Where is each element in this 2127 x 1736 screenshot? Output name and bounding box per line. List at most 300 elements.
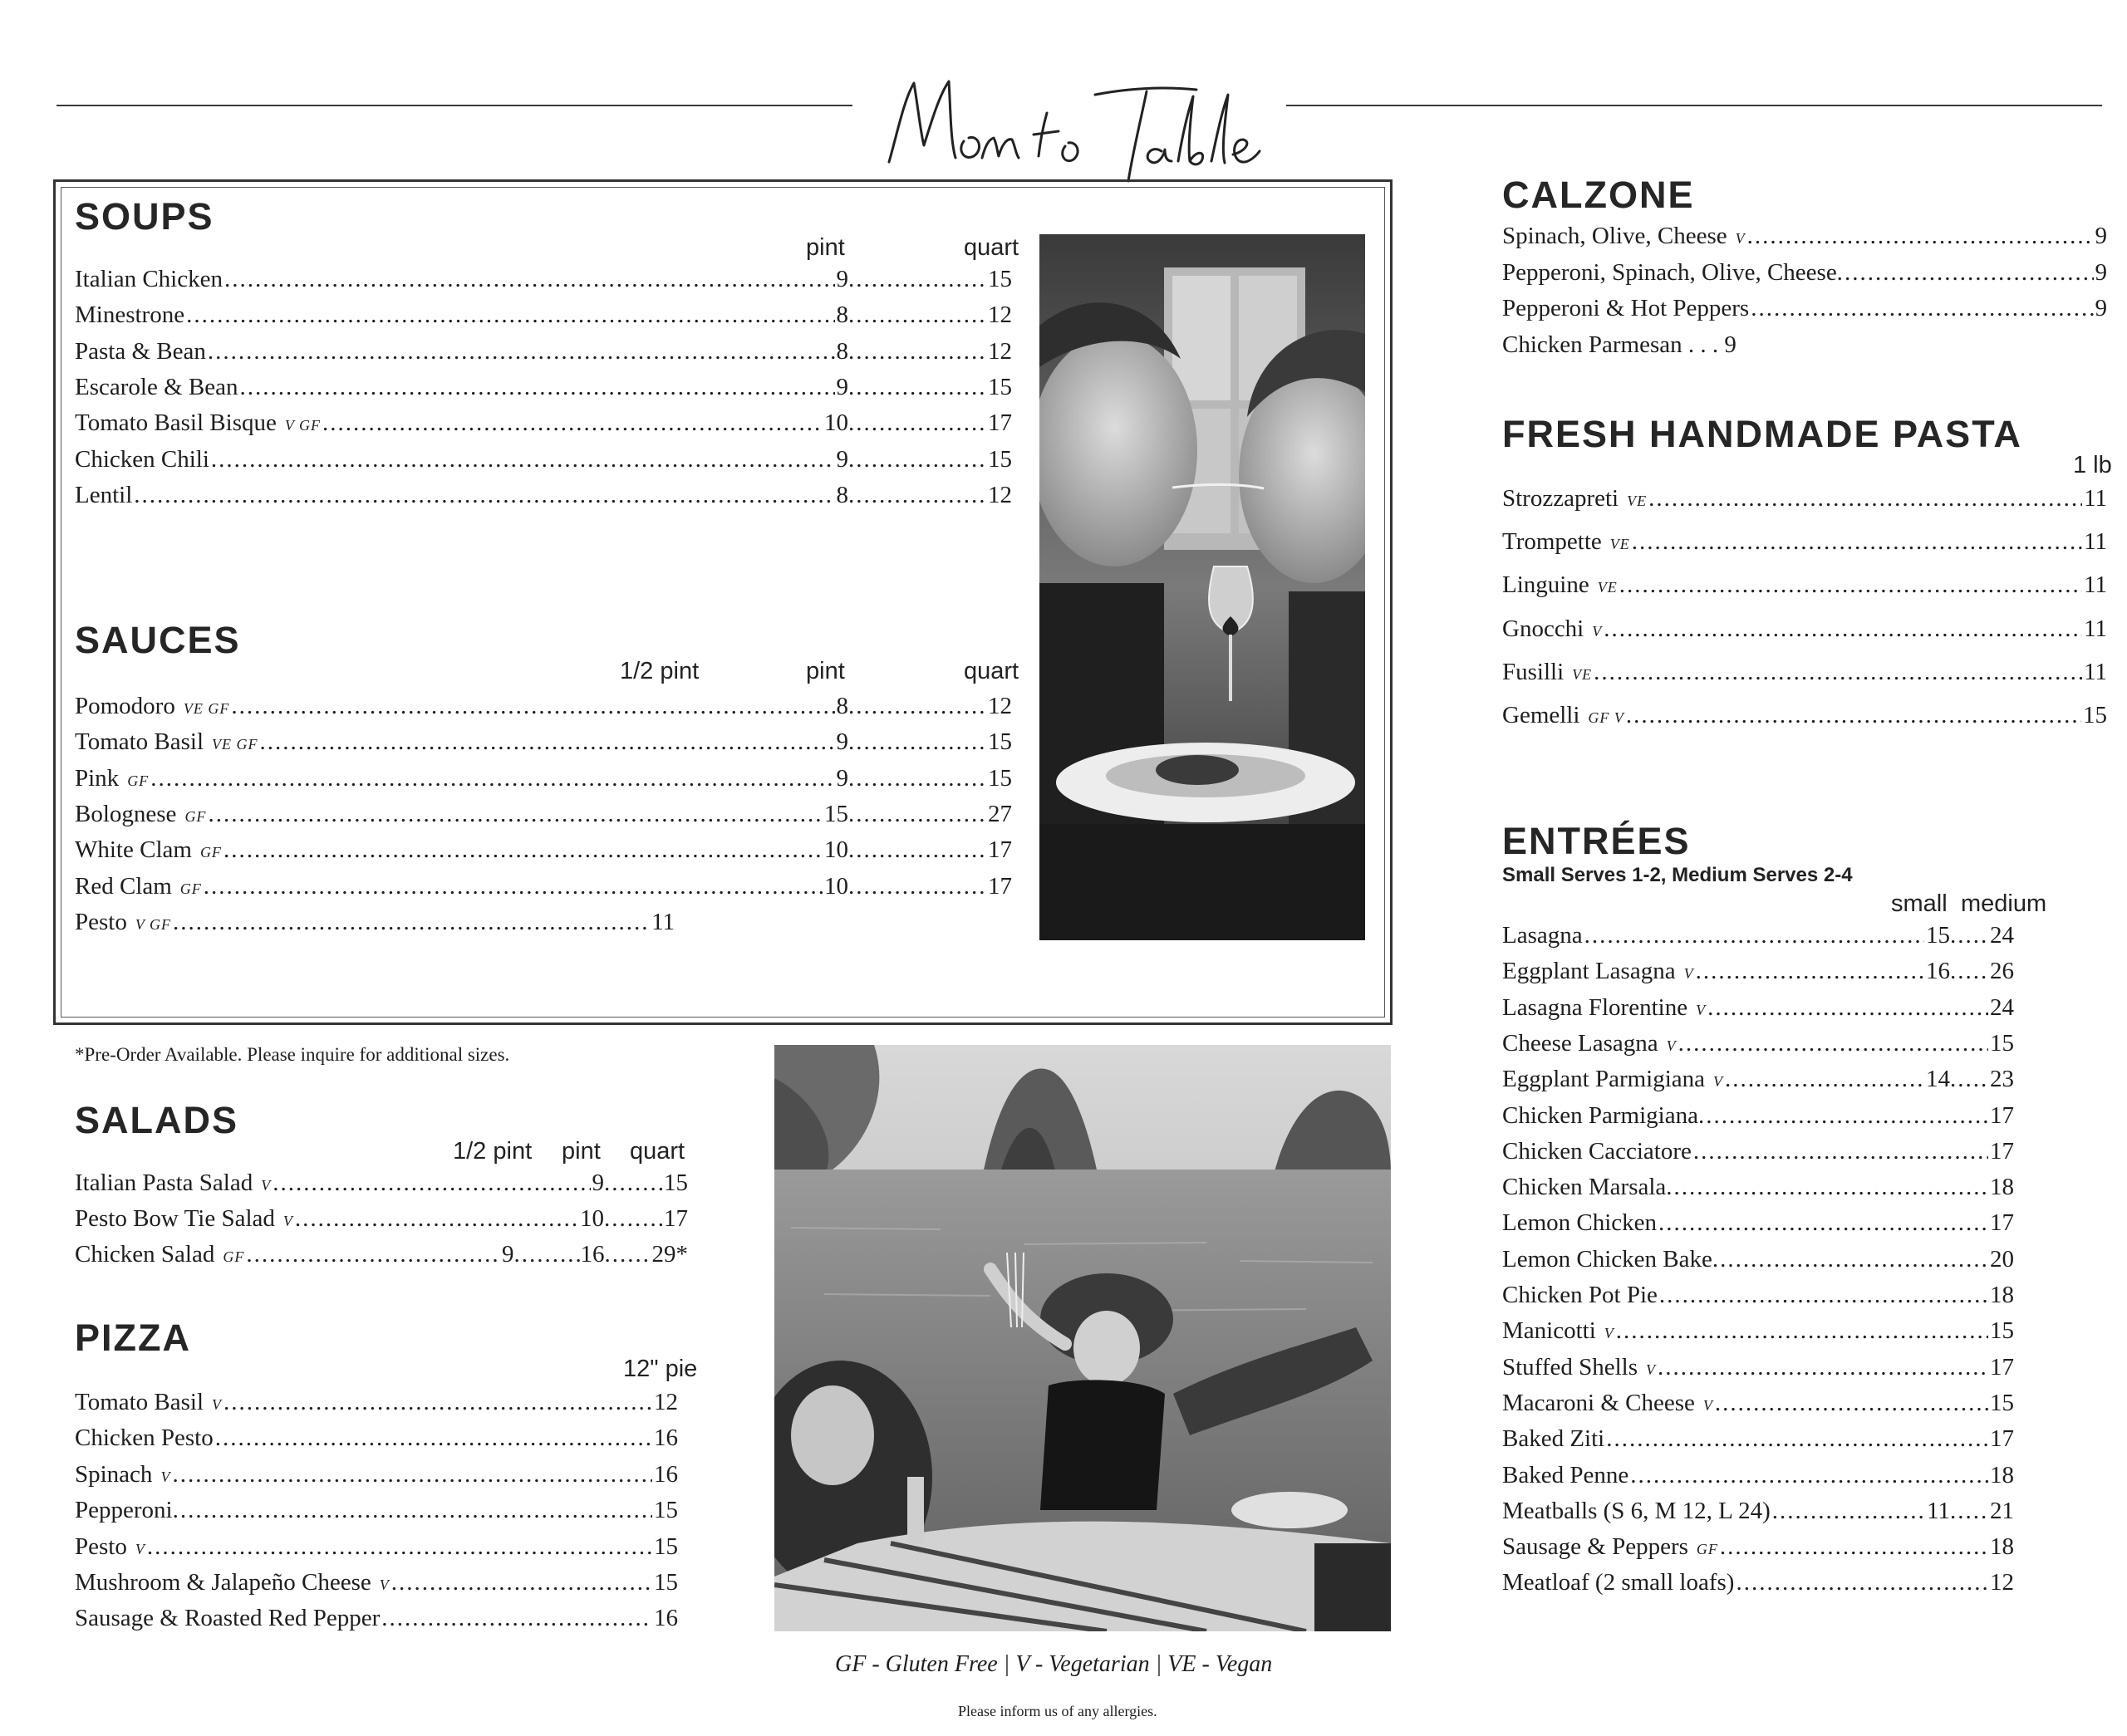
dietary-tags: GF	[127, 772, 150, 789]
leader-dots	[848, 727, 988, 757]
menu-item-row	[1502, 614, 2107, 646]
leader-dots	[1619, 570, 2082, 600]
pasta-list	[1502, 483, 2107, 741]
leader-dots	[1648, 483, 2082, 513]
dietary-tags: V	[282, 1213, 293, 1229]
menu-item-price: 11	[2084, 528, 2107, 556]
menu-item-price: 15	[1926, 922, 1950, 949]
menu-item-name: Sausage & Roasted Red Pepper	[75, 1605, 381, 1632]
menu-item-price: 24	[1990, 993, 2014, 1021]
menu-item-price: 15	[988, 266, 1012, 292]
menu-item-price: 8	[836, 481, 848, 508]
menu-item-price: 17	[1990, 1101, 2014, 1129]
menu-item-name: Gnocchi	[1502, 615, 1584, 642]
menu-item-price: 9	[836, 728, 848, 756]
menu-item-row	[1502, 293, 2107, 323]
menu-item-name: Pasta & Bean	[75, 337, 206, 365]
allergy-note: Please inform us of any allergies.	[958, 1703, 1157, 1719]
leader-dots	[186, 300, 834, 330]
menu-item-row	[75, 264, 1012, 294]
preorder-note: *Pre-Order Available. Please inquire for additional sizes.	[75, 1044, 510, 1065]
leader-dots	[848, 408, 988, 438]
leader-dots	[260, 727, 835, 757]
leader-dots	[208, 336, 835, 366]
menu-item-price: 10	[824, 872, 848, 900]
menu-item-row	[75, 799, 1012, 831]
leader-dots	[514, 1239, 581, 1269]
menu-item-name: White Clam	[75, 836, 192, 864]
leader-dots	[1725, 1064, 1924, 1094]
leader-dots	[1626, 700, 2081, 730]
dietary-tags: VE GF	[183, 700, 230, 717]
menu-item-row	[75, 871, 1012, 904]
menu-item-price: 18	[1990, 1533, 2014, 1561]
menu-item-price: 17	[1990, 1425, 2014, 1453]
dietary-tags: VE	[1609, 536, 1630, 553]
dietary-tags: V GF	[135, 915, 172, 933]
menu-item-name: Sausage & Peppers	[1502, 1533, 1688, 1561]
menu-item-name: Pesto	[75, 908, 127, 935]
menu-item-row	[75, 763, 1012, 796]
menu-item-name: Red Clam	[75, 872, 172, 900]
menu-item-row	[75, 336, 1012, 366]
dietary-tags: V	[1666, 1037, 1677, 1054]
menu-item-price: 12	[988, 481, 1012, 508]
menu-item-price: 16	[654, 1425, 678, 1452]
leader-dots	[381, 1603, 652, 1633]
menu-item-price: 9	[836, 764, 848, 792]
menu-item-price: 16	[654, 1460, 678, 1488]
menu-item-row	[1502, 570, 2107, 602]
salads-list	[75, 1168, 690, 1276]
menu-item-name: Baked Penne	[1502, 1461, 1629, 1488]
leader-dots	[848, 444, 988, 474]
leader-dots	[224, 835, 823, 865]
menu-item-name: Cheese Lasagna	[1502, 1029, 1658, 1057]
menu-item-name: Chicken Salad	[75, 1241, 215, 1268]
menu-item-name: Chicken Cacciatore	[1502, 1137, 1692, 1165]
menu-item-price: 9	[592, 1170, 604, 1196]
logo-script-graphic	[881, 58, 1280, 191]
menu-item-row	[1502, 1388, 2014, 1420]
menu-item-name: Stuffed Shells	[1502, 1353, 1638, 1380]
leader-dots	[180, 1495, 652, 1525]
menu-item-price: 15	[654, 1497, 678, 1524]
menu-item-name: Escarole & Bean	[75, 373, 238, 400]
pasta-col-lb: 1 lb	[2073, 452, 2112, 478]
menu-item-row	[1502, 1316, 2014, 1348]
menu-item-row	[1502, 221, 2107, 253]
menu-item-name: Bolognese	[75, 800, 177, 827]
menu-item-price: 15	[988, 764, 1012, 792]
menu-item-price: 11	[2084, 485, 2107, 512]
menu-item-price: 15	[824, 800, 848, 827]
dietary-tags: V GF	[284, 417, 322, 434]
menu-item-price: 11	[2084, 615, 2107, 642]
menu-item-price: 15	[988, 445, 1012, 473]
dietary-tags: VE	[1572, 665, 1593, 683]
menu-item-name: Chicken Parmigiana.	[1502, 1101, 1705, 1129]
leader-dots	[1950, 1496, 1990, 1526]
menu-item-price: 21	[1990, 1497, 2014, 1524]
menu-item-name: Eggplant Parmigiana	[1502, 1066, 1706, 1093]
leader-dots	[231, 691, 834, 721]
menu-item-price: 24	[1990, 922, 2014, 949]
leader-dots	[1706, 1101, 1988, 1130]
leader-dots	[1845, 257, 2094, 287]
menu-item-row	[75, 1423, 678, 1453]
menu-item-price: 17	[664, 1205, 688, 1232]
menu-item-price: 8	[836, 337, 848, 365]
salads-heading: SALADS	[75, 1099, 239, 1141]
sauces-heading: SAUCES	[75, 619, 241, 661]
leader-dots	[322, 408, 823, 438]
leader-dots	[273, 1168, 590, 1198]
menu-item-name: Italian Chicken	[75, 266, 223, 292]
menu-item-price: 12	[988, 337, 1012, 365]
leader-dots	[848, 835, 988, 865]
leader-dots	[150, 763, 834, 793]
menu-item-price: 16	[654, 1605, 678, 1632]
menu-item-name: Pesto	[75, 1532, 127, 1560]
leader-dots	[1594, 657, 2082, 687]
menu-item-name: Tomato Basil	[75, 1389, 204, 1415]
menu-item-row	[1502, 483, 2107, 516]
menu-item-name: Meatballs (S 6, M 12, L 24)	[1502, 1497, 1771, 1524]
menu-item-price: 10	[824, 836, 848, 864]
menu-item-row	[1502, 1028, 2014, 1061]
salads-col-pint: pint	[562, 1138, 601, 1165]
menu-item-name: Chicken Pot Pie	[1502, 1282, 1658, 1308]
menu-item-name: Lasagna	[1502, 922, 1583, 949]
entrees-col-medium: medium	[1961, 890, 2047, 917]
leader-dots	[246, 1239, 500, 1269]
menu-item-price: 15	[1990, 1029, 2014, 1057]
menu-item-price: 12	[1990, 1569, 2014, 1596]
menu-item-name: Pepperoni & Hot Peppers	[1502, 295, 1750, 321]
menu-item-row	[75, 300, 1012, 330]
soups-col-pint: pint	[806, 234, 845, 261]
dietary-tags: V	[1735, 230, 1746, 247]
menu-item-price: 17	[1990, 1137, 2014, 1165]
menu-item-name: Baked Ziti	[1502, 1425, 1605, 1453]
leader-dots	[848, 372, 988, 402]
menu-item-row	[1502, 1567, 2014, 1597]
sauces-col-half-pint: 1/2 pint	[620, 658, 700, 684]
menu-item-name: Chicken Parmesan . . . 9	[1502, 331, 1736, 358]
soups-heading: SOUPS	[75, 195, 214, 238]
leader-dots	[1674, 1172, 1988, 1202]
menu-item-row	[1502, 920, 2014, 950]
menu-item-name: Pink	[75, 764, 120, 792]
calzone-heading: CALZONE	[1502, 174, 1695, 216]
leader-dots	[1747, 221, 2094, 251]
menu-item-name: Pepperoni, Spinach, Olive, Cheese.	[1502, 258, 1843, 286]
menu-item-price: 15	[988, 728, 1012, 756]
menu-item-name: Manicotti	[1502, 1317, 1596, 1345]
menu-item-price: 11	[2084, 571, 2107, 599]
pizza-col-pie: 12" pie	[623, 1356, 698, 1382]
menu-item-name: Linguine	[1502, 571, 1589, 599]
menu-item-row	[75, 1239, 688, 1272]
header-rule-right	[1286, 105, 2102, 106]
menu-item-price: 10	[580, 1205, 604, 1232]
leader-dots	[295, 1204, 578, 1233]
menu-item-row	[75, 1459, 678, 1492]
menu-item-row	[1502, 1424, 2014, 1454]
pasta-heading: FRESH HANDMADE PASTA	[1502, 413, 2022, 455]
menu-item-name: Chicken Pesto	[75, 1425, 214, 1452]
menu-item-row	[1502, 1496, 2014, 1526]
menu-item-price: 9	[836, 373, 848, 400]
leader-dots	[224, 1387, 652, 1417]
dietary-tags: V	[1713, 1073, 1724, 1091]
leader-dots	[1715, 1388, 1988, 1418]
menu-item-price: 17	[988, 872, 1012, 900]
menu-item-price: 9	[836, 266, 848, 292]
menu-item-name: Lemon Chicken	[1502, 1209, 1658, 1237]
menu-item-name: Italian Pasta Salad	[75, 1170, 253, 1196]
menu-item-price: 8	[836, 302, 848, 329]
entrees-heading: ENTRÉES	[1502, 820, 1691, 862]
menu-item-row	[1502, 330, 2107, 360]
menu-item-price: 12	[988, 302, 1012, 329]
menu-item-name: Strozzapreti	[1502, 485, 1619, 512]
leader-dots	[211, 444, 835, 474]
menu-item-price: 18	[1990, 1174, 2014, 1201]
leader-dots	[848, 300, 988, 330]
menu-item-price: 14	[1926, 1066, 1950, 1093]
menu-item-name: Meatloaf (2 small loafs)	[1502, 1569, 1735, 1596]
leader-dots	[604, 1204, 664, 1233]
menu-item-price: 15	[664, 1170, 688, 1196]
leader-dots	[239, 372, 834, 402]
entrees-list	[1502, 920, 2017, 1601]
dietary-tags: GF	[1696, 1541, 1718, 1558]
menu-item-name: Minestrone	[75, 302, 185, 329]
menu-item-price: 9	[2095, 258, 2107, 286]
leader-dots	[147, 1532, 652, 1562]
menu-item-price: 12	[654, 1389, 678, 1415]
menu-item-row	[75, 1387, 678, 1420]
dietary-tags: V	[379, 1577, 390, 1593]
dietary-tags: GF	[223, 1248, 245, 1265]
menu-item-price: 17	[988, 836, 1012, 864]
dietary-tags: V	[261, 1177, 272, 1194]
leader-dots	[1606, 1424, 1988, 1454]
leader-dots	[134, 480, 834, 510]
leader-dots	[1772, 1496, 1925, 1526]
menu-item-row	[1502, 1208, 2014, 1238]
entrees-subtitle: Small Serves 1-2, Medium Serves 2-4	[1502, 864, 1853, 886]
logo	[881, 58, 1280, 191]
menu-item-price: 26	[1990, 958, 2014, 985]
header-rule-left	[56, 105, 852, 106]
menu-item-name: Fusilli	[1502, 658, 1565, 685]
dietary-tags: GF V	[1588, 709, 1624, 726]
menu-item-price: 11	[2084, 658, 2107, 685]
menu-item-name: Trompette	[1502, 528, 1602, 556]
menu-item-row	[1502, 1460, 2014, 1490]
leader-dots	[1751, 293, 2093, 323]
leader-dots	[848, 691, 988, 721]
menu-item-row	[75, 907, 675, 939]
menu-item-price: 11	[1927, 1497, 1950, 1524]
menu-item-row	[75, 727, 1012, 759]
menu-item-row	[1502, 1136, 2014, 1166]
salads-col-half-pint: 1/2 pint	[453, 1138, 533, 1165]
leader-dots	[1950, 920, 1990, 950]
leader-dots	[1693, 1136, 1988, 1166]
salads-col-quart: quart	[630, 1138, 685, 1165]
menu-item-row	[75, 691, 1012, 723]
sauces-list	[75, 691, 1012, 940]
menu-item-row	[1502, 657, 2107, 689]
leader-dots	[1632, 527, 2082, 557]
leader-dots	[215, 1423, 652, 1453]
menu-item-row	[1502, 1064, 2014, 1096]
pizza-list	[75, 1387, 681, 1636]
leader-dots	[1616, 1316, 1988, 1346]
leader-dots	[1696, 956, 1924, 986]
menu-item-row	[1502, 257, 2107, 287]
menu-item-name: Macaroni & Cheese	[1502, 1389, 1695, 1416]
leader-dots	[1707, 993, 1988, 1022]
leader-dots	[1950, 1064, 1990, 1094]
leader-dots	[1658, 1208, 1988, 1238]
dietary-tags: GF	[184, 807, 207, 825]
leader-dots	[1658, 1352, 1988, 1382]
leader-dots	[1720, 1532, 1988, 1562]
dietary-tags: V	[1696, 1001, 1707, 1018]
menu-item-name: Mushroom & Jalapeño Cheese	[75, 1569, 371, 1596]
menu-item-price: 27	[988, 800, 1012, 827]
menu-item-price: 11	[651, 908, 675, 935]
menu-item-row	[75, 372, 1012, 402]
leader-dots	[848, 336, 988, 366]
menu-item-name: Gemelli	[1502, 702, 1580, 728]
menu-item-price: 15	[654, 1532, 678, 1560]
leader-dots	[848, 480, 988, 510]
svg-text:Mom to Table: Mom to Table	[881, 58, 886, 59]
menu-item-row	[75, 1495, 678, 1525]
menu-item-name: Spinach, Olive, Cheese	[1502, 223, 1727, 249]
dietary-tags: V	[1683, 965, 1694, 983]
menu-item-price: 20	[1990, 1245, 2014, 1273]
sauces-col-quart: quart	[964, 658, 1019, 684]
dietary-tags: V	[1592, 622, 1603, 640]
menu-item-price: 18	[1990, 1282, 2014, 1308]
dietary-tags: V	[1646, 1361, 1656, 1378]
sauces-col-pint: pint	[806, 658, 845, 684]
dietary-tags: GF	[179, 880, 202, 897]
soups-col-quart: quart	[964, 234, 1019, 261]
menu-item-price: 17	[1990, 1353, 2014, 1380]
menu-item-name: Lasagna Florentine	[1502, 993, 1688, 1021]
leader-dots	[1630, 1460, 1988, 1490]
menu-item-price: 17	[1990, 1209, 2014, 1237]
entrees-col-small: small	[1891, 890, 1948, 917]
menu-item-row	[75, 1603, 678, 1633]
leader-dots	[208, 799, 823, 829]
dietary-tags: V	[1604, 1325, 1614, 1342]
leader-dots	[605, 1239, 652, 1269]
dietary-tags: V	[212, 1396, 223, 1413]
menu-item-row	[75, 1567, 678, 1600]
menu-item-price: 17	[988, 409, 1012, 437]
menu-item-row	[1502, 700, 2107, 733]
leader-dots	[1720, 1244, 1988, 1274]
leader-dots	[173, 907, 650, 937]
leader-dots	[848, 264, 988, 294]
menu-item-price: 16	[1926, 958, 1950, 985]
menu-item-price: 10	[824, 409, 848, 437]
menu-item-row	[1502, 527, 2107, 559]
menu-item-row	[75, 1532, 678, 1564]
calzone-list	[1502, 221, 2107, 370]
menu-item-row	[1502, 1244, 2014, 1274]
menu-item-row	[1502, 1101, 2014, 1130]
leader-dots	[1659, 1280, 1988, 1310]
menu-item-price: 8	[836, 693, 848, 719]
menu-item-price: 15	[988, 373, 1012, 400]
menu-item-price: 9	[836, 445, 848, 473]
menu-item-price: 15	[1990, 1389, 2014, 1416]
menu-item-name: Pesto Bow Tie Salad	[75, 1205, 275, 1232]
menu-item-row	[1502, 1532, 2014, 1564]
menu-item-name: Tomato Basil Bisque	[75, 409, 277, 437]
menu-item-row	[1502, 1172, 2014, 1202]
dietary-tags: VE	[1597, 579, 1618, 596]
menu-item-row	[75, 835, 1012, 867]
seaside-spaghetti-photo	[774, 1045, 1391, 1631]
menu-item-name: Chicken Chili	[75, 445, 209, 473]
dietary-tags: VE	[1627, 493, 1648, 509]
menu-item-row	[75, 1204, 688, 1236]
menu-item-row	[1502, 1280, 2014, 1310]
menu-item-row	[75, 408, 1012, 440]
menu-item-row	[1502, 1352, 2014, 1385]
menu-item-price: 12	[988, 693, 1012, 719]
menu-item-row	[75, 1168, 688, 1200]
menu-item-name: Lentil	[75, 481, 133, 508]
soups-list	[75, 264, 1012, 513]
menu-item-price: 15	[2083, 702, 2107, 728]
menu-item-price: 23	[1990, 1066, 2014, 1093]
leader-dots	[172, 1459, 652, 1489]
menu-item-name: Tomato Basil	[75, 728, 204, 756]
leader-dots	[391, 1567, 652, 1597]
leader-dots	[204, 871, 823, 901]
menu-item-row	[1502, 993, 2014, 1025]
leader-dots	[848, 763, 988, 793]
menu-item-name: Spinach	[75, 1460, 153, 1488]
menu-item-name: Eggplant Lasagna	[1502, 958, 1676, 985]
menu-item-name: Pomodoro	[75, 693, 175, 719]
leader-dots	[1950, 956, 1990, 986]
menu-item-price: 16	[580, 1241, 605, 1268]
menu-item-price: 29*	[651, 1241, 688, 1268]
pizza-heading: PIZZA	[75, 1317, 191, 1359]
menu-item-row	[1502, 956, 2014, 988]
menu-item-price: 9	[2095, 295, 2107, 321]
dietary-tags: V	[1702, 1396, 1713, 1414]
dietary-legend: GF - Gluten Free | V - Vegetarian | VE - Vegan	[835, 1651, 1273, 1677]
leader-dots	[224, 264, 835, 294]
menu-item-price: 15	[1990, 1317, 2014, 1345]
menu-item-name: Chicken Marsala.	[1502, 1174, 1673, 1201]
dietary-tags: V	[160, 1468, 171, 1485]
